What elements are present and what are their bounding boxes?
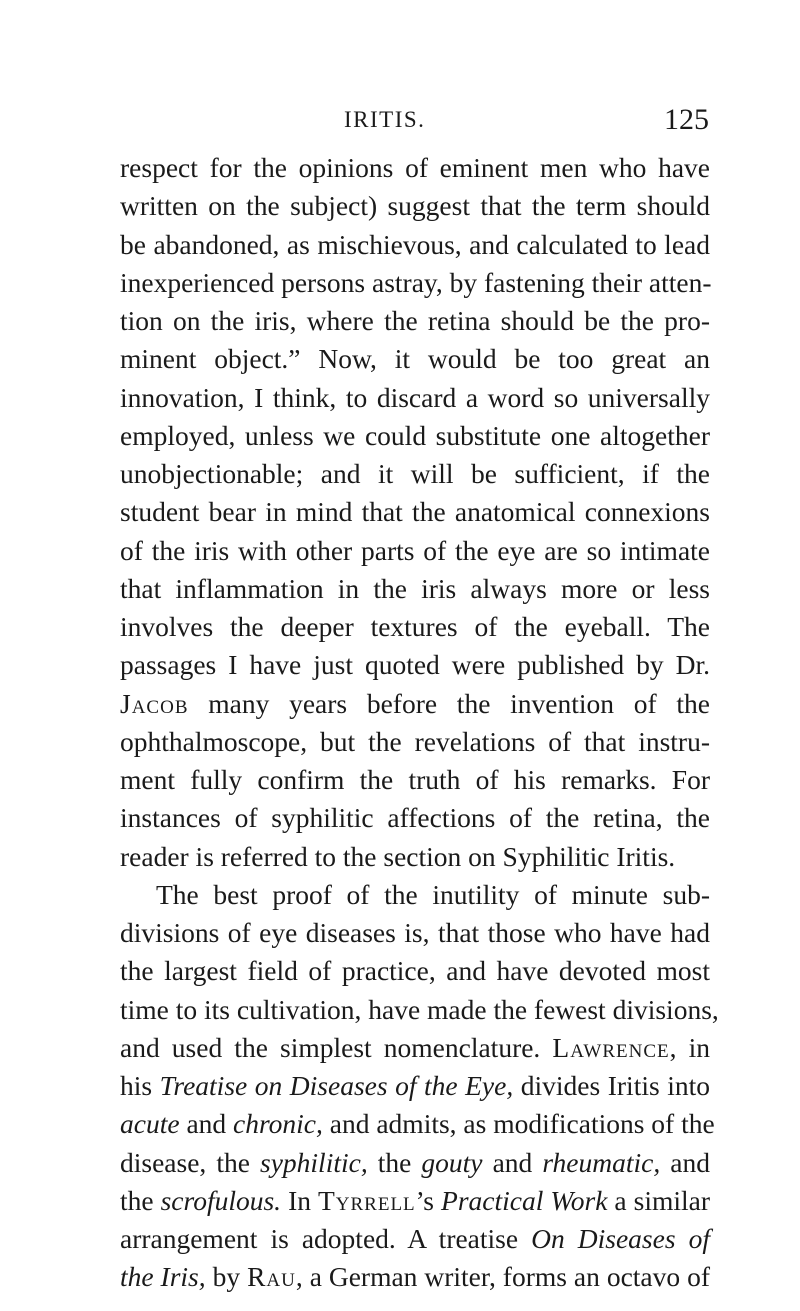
text-run: the largest field of practice, and have devoted most <box>120 955 710 987</box>
text-line <box>120 952 710 990</box>
text-line <box>120 532 710 570</box>
text-run: that inflammation in the iris always more or less <box>120 572 710 604</box>
text-run: minent object.” Now, it would be too great an <box>120 343 710 375</box>
text-run: The best proof of the inutility of minute sub- <box>156 878 710 910</box>
text-line <box>120 991 719 1029</box>
text-run: time to its cultivation, have made the fewest divisions, <box>120 993 719 1025</box>
text-run: and <box>660 1146 710 1178</box>
text-run: inexperienced persons astray, by fastening their atten- <box>120 266 712 298</box>
text-run: be abandoned, as mischievous, and calculated to lead <box>120 228 710 260</box>
text-line <box>120 455 710 493</box>
text-run: , a German writer, forms an octavo of <box>295 1261 710 1293</box>
text-run: , in <box>669 1031 710 1063</box>
text-line <box>120 570 710 608</box>
text-run: tion on the iris, where the retina should be the pro- <box>120 305 710 336</box>
text-run: and used the simplest nomenclature. <box>120 1031 553 1063</box>
text-line <box>120 1067 710 1105</box>
text-line <box>120 1105 715 1143</box>
text-run: disease, the <box>120 1146 260 1178</box>
text-run: his <box>120 1070 160 1101</box>
text-run: of the iris with other parts of the eye are so intimate <box>120 534 710 566</box>
text-run: instances of syphilitic affections of the retina, the <box>120 802 710 834</box>
text-run: many years before the invention of the <box>188 687 710 719</box>
text-run: and <box>179 1108 234 1140</box>
text-run: and <box>482 1146 543 1178</box>
text-line <box>120 226 710 264</box>
text-run: involves the deeper textures of the eyeball. The <box>120 611 710 642</box>
text-run: In <box>281 1184 318 1216</box>
text-run: reader is referred to the section on Syphilitic Iritis. <box>120 840 676 872</box>
text-run: by <box>205 1261 248 1293</box>
italic-run: scrofulous. <box>160 1184 282 1216</box>
italic-run: gouty <box>421 1146 483 1178</box>
text-line <box>120 1258 710 1296</box>
text-run: divides Iritis into <box>513 1070 710 1101</box>
text-line <box>120 1144 710 1182</box>
text-line <box>120 264 710 302</box>
text-run: ’s <box>415 1184 442 1216</box>
text-line <box>120 761 710 799</box>
author-name: Lawrence <box>552 1031 670 1063</box>
text-run: ophthalmoscope, but the revelations of that instru- <box>120 725 710 757</box>
text-run: divisions of eye diseases is, that those who have had <box>120 917 710 948</box>
running-title: IRITIS. <box>344 107 426 132</box>
author-name: Rau <box>247 1261 296 1293</box>
author-name: Jacob <box>120 687 189 719</box>
text-run: and admits, as modifications of the <box>322 1108 715 1140</box>
text-line <box>120 1220 710 1258</box>
italic-run: rheumatic, <box>542 1146 661 1178</box>
italic-run: Practical Work <box>441 1184 608 1216</box>
body-text <box>120 149 719 1297</box>
text-run: innovation, I think, to discard a word so universally <box>120 381 710 413</box>
text-line <box>120 379 710 417</box>
text-run: passages I have just quoted were published by Dr. <box>120 649 710 681</box>
text-line <box>120 1182 710 1220</box>
text-line <box>120 685 710 723</box>
text-run: student bear in mind that the anatomical connexions <box>120 496 710 528</box>
author-name: Tyrrell <box>317 1184 416 1216</box>
text-line <box>120 646 710 684</box>
text-run: a similar <box>607 1184 711 1216</box>
italic-run: the Iris, <box>120 1261 206 1293</box>
text-line <box>120 340 710 378</box>
text-line <box>120 187 710 225</box>
text-run: the <box>367 1146 422 1178</box>
text-line <box>120 799 710 837</box>
text-run: written on the subject) suggest that the term should <box>120 190 710 222</box>
text-run: arrangement is adopted. A treatise <box>120 1223 532 1254</box>
text-line <box>120 493 710 531</box>
text-line <box>120 1029 710 1067</box>
running-head <box>0 104 800 144</box>
text-line <box>120 608 710 646</box>
text-line <box>120 302 710 340</box>
page-number: 125 <box>664 103 709 136</box>
italic-run: On Diseases of <box>531 1223 710 1254</box>
text-run: unobjectionable; and it will be sufficient, if the <box>120 458 710 489</box>
text-line <box>120 876 710 914</box>
text-run: the <box>120 1184 161 1216</box>
text-line <box>120 723 710 761</box>
italic-run: syphilitic, <box>260 1146 368 1178</box>
text-run: employed, unless we could substitute one altogether <box>120 419 710 451</box>
italic-run: acute <box>120 1108 180 1140</box>
text-line <box>120 149 710 187</box>
text-line <box>120 417 710 455</box>
text-line <box>120 838 710 876</box>
italic-run: chronic, <box>233 1108 323 1140</box>
text-line <box>120 914 710 952</box>
text-run: ment fully confirm the truth of his remarks. For <box>120 764 710 795</box>
text-run: respect for the opinions of eminent men who have <box>120 152 710 183</box>
italic-run: Treatise on Diseases of the Eye, <box>159 1070 514 1101</box>
